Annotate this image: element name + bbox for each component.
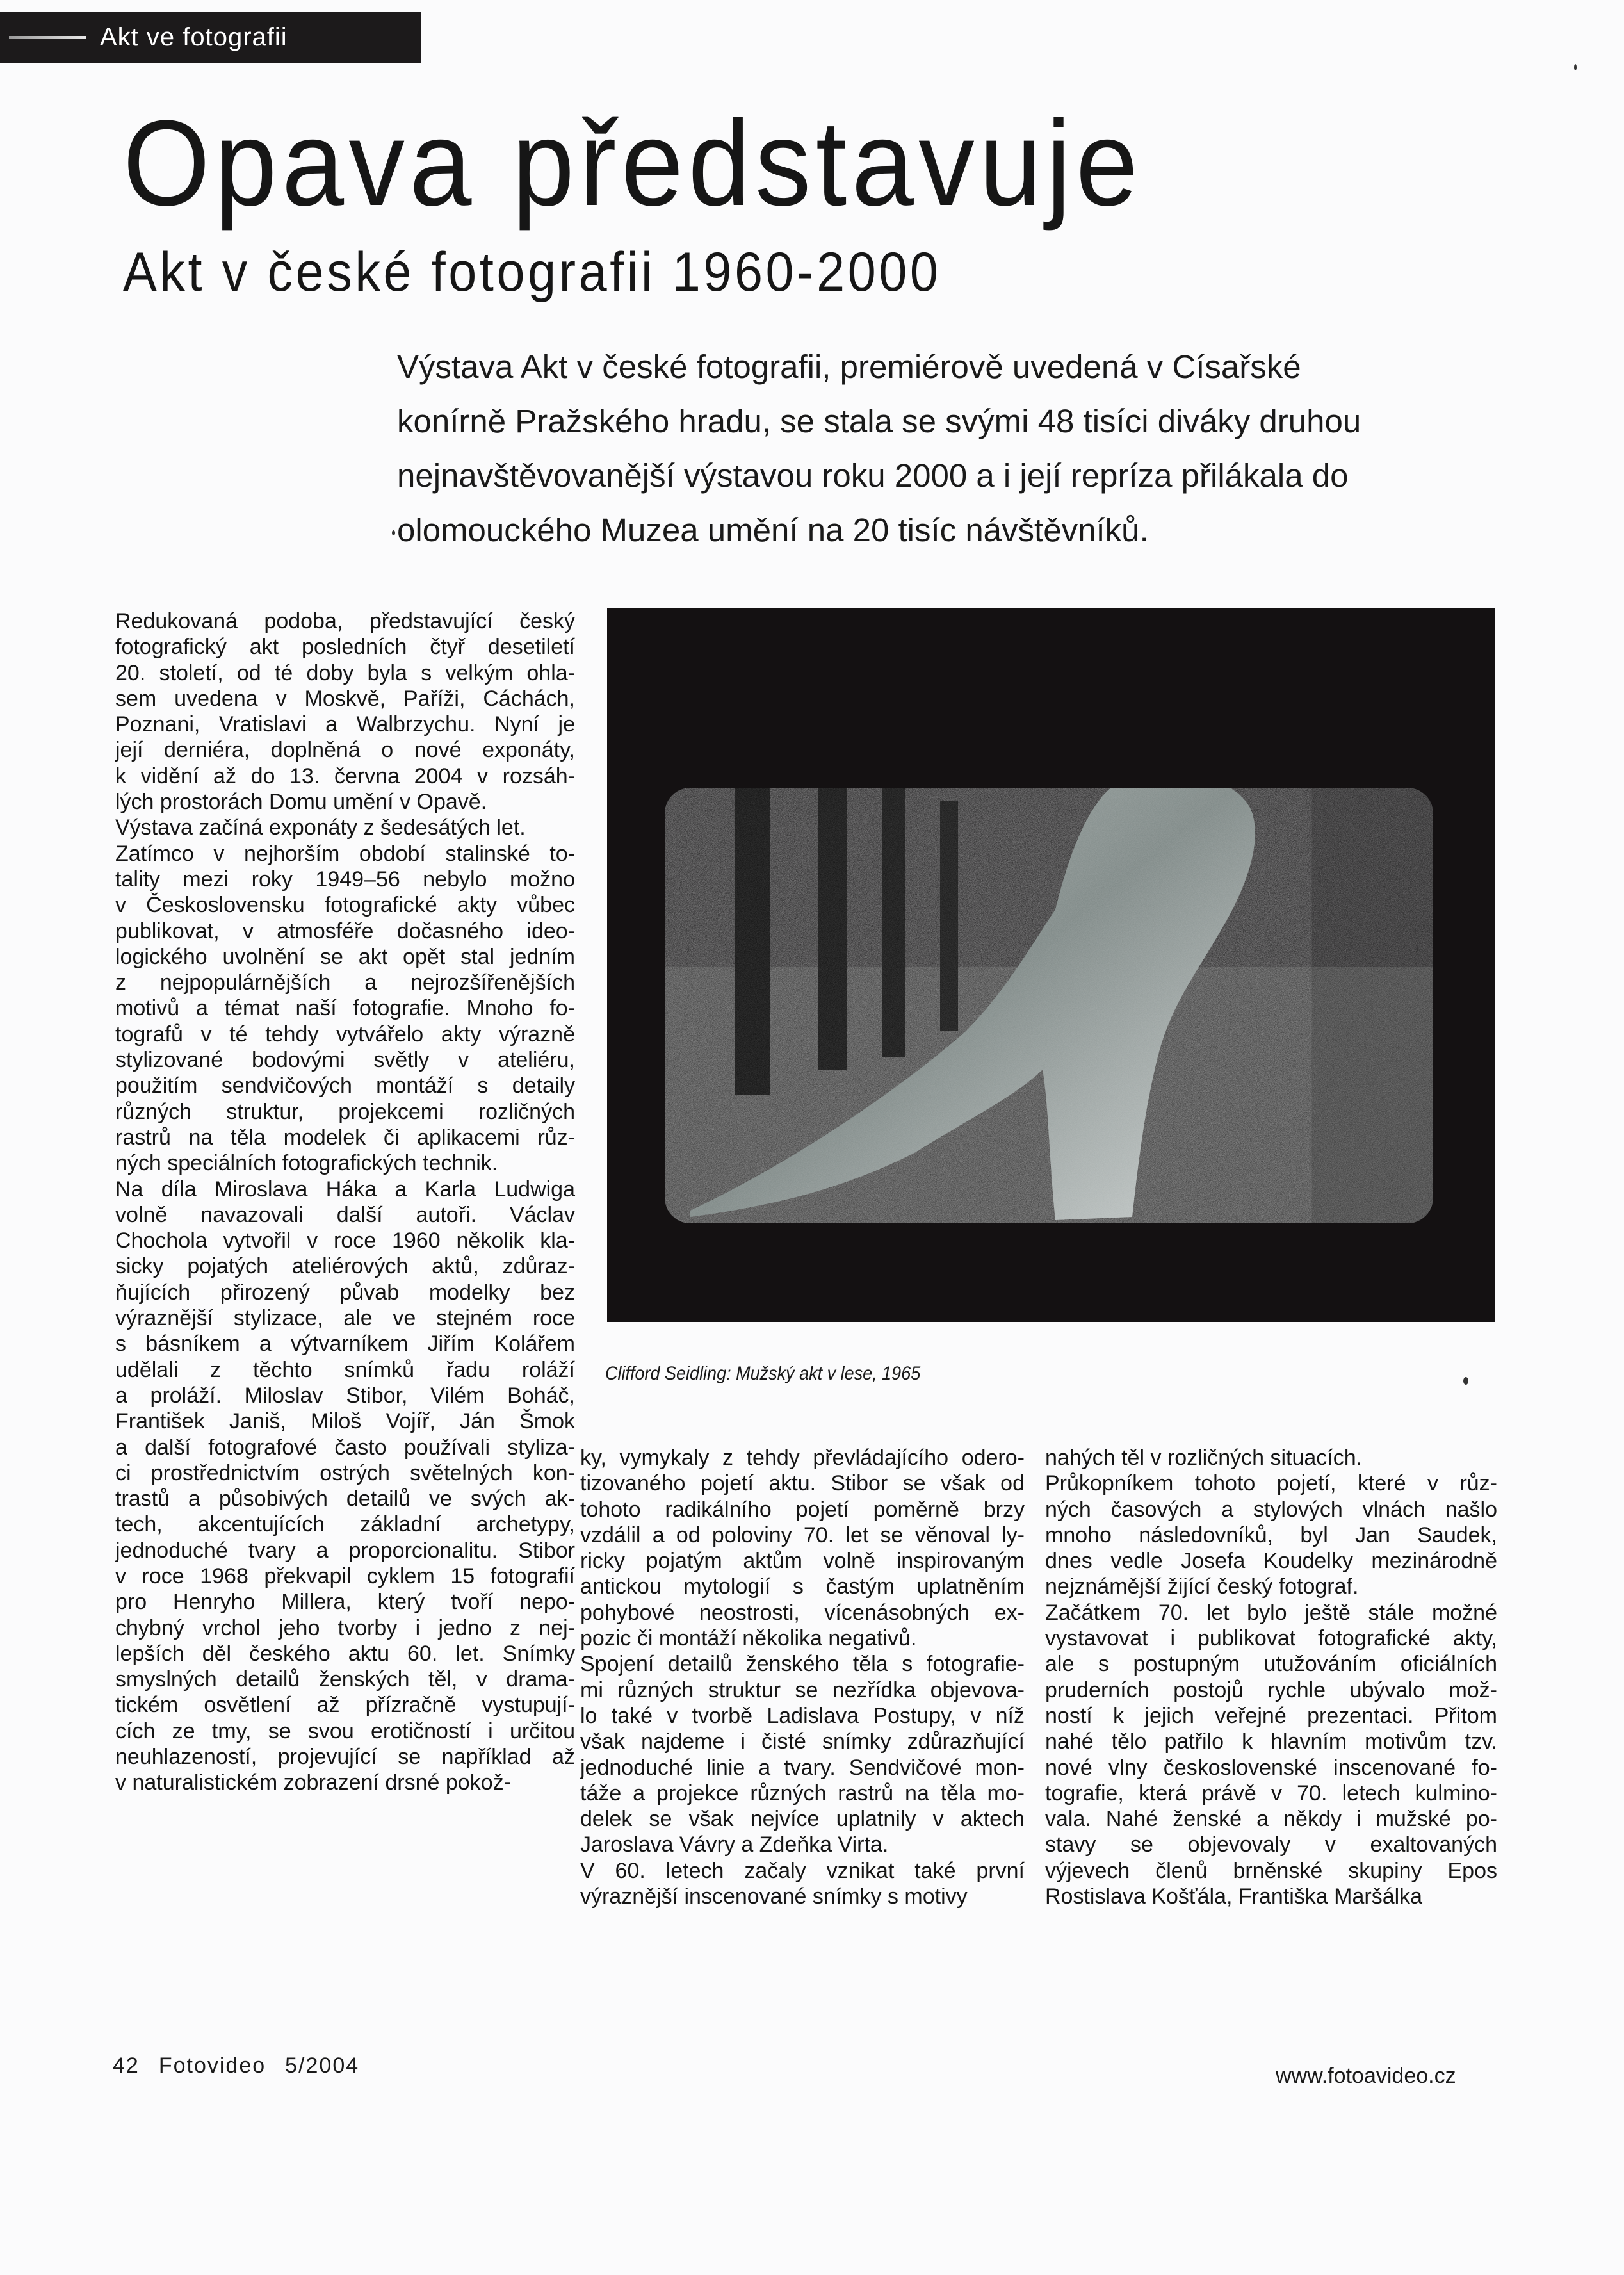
section-tab-rule [9, 36, 86, 39]
body-text-line: tografů v té tehdy vytvářelo akty výrazně [115, 1022, 575, 1047]
body-text-line: táže a projekce různých rastrů na těla mo- [580, 1781, 1025, 1806]
body-text-line: nahé tělo patřilo k hlavním motivům tzv. [1045, 1729, 1497, 1754]
body-text-line: Jaroslava Vávry a Zdeňka Virta. [580, 1832, 889, 1857]
body-text-line: chybný vrchol jeho tvorby i jedno z nej- [115, 1615, 575, 1640]
body-text-line: v roce 1968 překvapil cyklem 15 fotografií [115, 1563, 575, 1588]
body-text-line: rastrů na těla modelek či aplikacemi růz- [115, 1125, 575, 1150]
body-text-line: jednoduché linie a tvary. Sendvičové mon- [580, 1755, 1025, 1780]
lead-line: konírně Pražského hradu, se stala se svými 48 tisíci diváky druhou [397, 403, 1361, 439]
body-text-line: výraznější inscenované snímky s motivy [580, 1884, 968, 1909]
body-text-line: František Janiš, Miloš Vojíř, Ján Šmok [115, 1409, 575, 1434]
issue-number: 5/2004 [285, 2053, 360, 2078]
body-text-line: Poznani, Vratislavi a Walbrzychu. Nyní je [115, 712, 575, 737]
body-text-line: v Československu fotografické akty vůbec [115, 893, 575, 918]
body-text-line: vystavovat i publikovat fotografické akty, [1045, 1626, 1497, 1651]
body-text-line: fotografický akt posledních čtyř desetiletí [115, 635, 575, 660]
body-text-line: tografie, která právě v 70. letech kulmino- [1045, 1781, 1497, 1806]
body-text-line: motivů a témat naší fotografie. Mnoho fo- [115, 996, 575, 1021]
body-text-line: Průkopníkem tohoto pojetí, které v růz- [1045, 1471, 1497, 1496]
body-text-line: a další fotografové často používali styliza- [115, 1435, 575, 1460]
body-text-line: ale s postupným utužováním oficiálních [1045, 1652, 1497, 1677]
body-text-line: tality mezi roky 1949–56 nebylo možno [115, 867, 575, 892]
body-text-line: antickou mytologií s častým uplatněním [580, 1574, 1025, 1599]
scan-speck [1574, 64, 1577, 70]
page-number: 42 [113, 2053, 140, 2078]
article-photo [607, 608, 1495, 1322]
body-column-3 [1045, 1445, 1497, 1909]
body-text-line: tickém osvětlení až přízračně vystupují- [115, 1693, 575, 1718]
body-text-line: trastů a působivých detailů ve svých ak- [115, 1487, 575, 1512]
body-text-line: výraznější stylizace, ale ve stejném roce [115, 1306, 575, 1331]
body-text-line: z nejpopulárnějších a nejrozšířenějších [115, 970, 575, 995]
body-text-line: sicky pojatých ateliérových aktů, zdůraz- [115, 1254, 575, 1279]
body-text-line: mi různých struktur se nezřídka objevova- [580, 1677, 1025, 1702]
lead-paragraph [397, 339, 1524, 557]
body-text-line: pro Henryho Millera, který tvoří nepo- [115, 1590, 575, 1615]
body-text-line: ností k jejich veřejné prezentaci. Přitom [1045, 1703, 1497, 1728]
scan-speck [392, 530, 395, 535]
body-text-line: stavy se objevovaly v exaltovaných [1045, 1832, 1497, 1857]
body-text-line: lých prostorách Domu umění v Opavě. [115, 790, 487, 815]
lead-line: nejnavštěvovanější výstavou roku 2000 a i její repríza přilákala do [397, 457, 1349, 494]
body-text-line: v naturalistickém zobrazení drsné pokož- [115, 1770, 511, 1795]
body-text-line: ky, vymykaly z tehdy převládajícího odero- [580, 1446, 1025, 1470]
section-tab-label: Akt ve fotografii [100, 22, 288, 51]
body-text-line: Začátkem 70. let bylo ještě stále možné [1045, 1600, 1497, 1625]
article-subtitle: Akt v české fotografii 1960-2000 [123, 241, 941, 303]
body-text-line: pohybové neostrosti, vícenásobných ex- [580, 1600, 1025, 1625]
body-text-line: vzdálil a od poloviny 70. let se věnoval ly- [580, 1522, 1025, 1547]
body-column-1 [115, 608, 575, 1796]
body-text-line: ci prostřednictvím ostrých světelných kon- [115, 1460, 575, 1485]
article-title: Opava představuje [123, 95, 1143, 231]
body-text-line: Redukovaná podoba, představující český [115, 609, 575, 633]
body-text-line: Výstava začíná exponáty z šedesátých let. [115, 815, 526, 840]
body-text-line: nejznámější žijící český fotograf. [1045, 1574, 1359, 1599]
body-text-line: nové vlny československé inscenované fo- [1045, 1755, 1497, 1780]
body-text-line: Spojení detailů ženského těla s fotografie- [580, 1652, 1025, 1677]
magazine-name: Fotovideo [158, 2053, 266, 2078]
body-text-line: jednoduché tvary a proporcionalitu. Stibor [115, 1538, 575, 1563]
body-text-line: udělali z těchto snímků řadu roláží [115, 1357, 575, 1382]
body-text-line: pozic či montáží několika negativů. [580, 1626, 917, 1651]
body-text-line: nahých těl v rozličných situacích. [1045, 1446, 1363, 1470]
body-text-line: publikovat, v atmosféře dočasného ideo- [115, 918, 575, 943]
body-text-line: však najdeme i čisté snímky zdůrazňující [580, 1729, 1025, 1754]
body-text-line: 20. století, od té doby byla s velkým ohla- [115, 660, 575, 685]
body-text-line: ňujících přirozený půvab modelky bez [115, 1280, 575, 1305]
nude-photo-image [607, 608, 1495, 1322]
body-text-line: Na díla Miroslava Háka a Karla Ludwiga [115, 1177, 575, 1202]
body-text-line: V 60. letech začaly vznikat také první [580, 1858, 1025, 1883]
body-text-line: ricky pojatým aktům volně inspirovaným [580, 1549, 1025, 1574]
lead-line: olomouckého Muzea umění na 20 tisíc návštěvníků. [397, 512, 1149, 548]
lead-line: Výstava Akt v české fotografii, premiérově uvedená v Císařské [397, 348, 1301, 385]
body-text-line: logického uvolnění se akt opět stal jedním [115, 944, 575, 969]
body-text-line: a proláží. Miloslav Stibor, Vilém Boháč, [115, 1383, 575, 1408]
body-text-line: tohoto radikálního pojetí poměrně brzy [580, 1497, 1025, 1522]
body-text-line: tizovaného pojetí aktu. Stibor se však od [580, 1471, 1025, 1496]
scan-speck [1463, 1377, 1468, 1385]
body-text-line: Zatímco v nejhorším období stalinské to- [115, 841, 575, 866]
body-text-line: lo také v tvorbě Ladislava Postupy, v níž [580, 1703, 1025, 1728]
body-text-line: ných speciálních fotografických technik. [115, 1151, 498, 1176]
photo-caption: Clifford Seidling: Mužský akt v lese, 1965 [605, 1363, 921, 1384]
body-text-line: pruderních postojů rychle ubývalo mož- [1045, 1677, 1497, 1702]
body-text-line: lepších děl českého aktu 60. let. Snímky [115, 1641, 575, 1666]
body-text-line: neuhlazeností, projevující se například až [115, 1745, 575, 1770]
body-text-line: ných časových a stylových vlnách našlo [1045, 1497, 1497, 1522]
body-text-line: smyslných detailů ženských těl, v drama- [115, 1667, 575, 1692]
body-text-line: volně navazovali další autoři. Václav [115, 1202, 575, 1227]
body-text-line: vala. Nahé ženské a někdy i mužské po- [1045, 1807, 1497, 1832]
body-text-line: s básníkem a výtvarníkem Jiřím Kolářem [115, 1332, 575, 1357]
body-text-line: Rostislava Košťála, Františka Maršálka [1045, 1884, 1423, 1909]
body-text-line: stylizované bodovými světly v ateliéru, [115, 1048, 575, 1073]
website-link[interactable]: www.fotoavideo.cz [1276, 2064, 1456, 2088]
body-text-line: sem uvedena v Moskvě, Paříži, Cáchách, [115, 686, 575, 711]
body-text-line: použitím sendvičových montáží s detaily [115, 1073, 575, 1098]
body-text-line: výjevech členů brněnské skupiny Epos [1045, 1858, 1497, 1883]
body-text-line: Chochola vytvořil v roce 1960 několik kla- [115, 1228, 575, 1253]
body-text-line: cích ze tmy, se svou erotičností i určitou [115, 1718, 575, 1743]
body-text-line: tech, akcentujících základní archetypy, [115, 1512, 575, 1537]
body-text-line: mnoho následovníků, byl Jan Saudek, [1045, 1522, 1497, 1547]
body-text-line: delek se však nejvíce uplatnily v aktech [580, 1807, 1025, 1832]
body-text-line: různých struktur, projekcemi rozličných [115, 1099, 575, 1124]
body-column-2 [580, 1445, 1025, 1909]
footer-folio [113, 2053, 359, 2078]
body-text-line: k vidění až do 13. června 2004 v rozsáh- [115, 763, 575, 788]
body-text-line: dnes vedle Josefa Koudelky mezinárodně [1045, 1549, 1497, 1574]
section-tab [0, 12, 421, 63]
body-text-line: její derniéra, doplněná o nové exponáty, [115, 738, 575, 763]
